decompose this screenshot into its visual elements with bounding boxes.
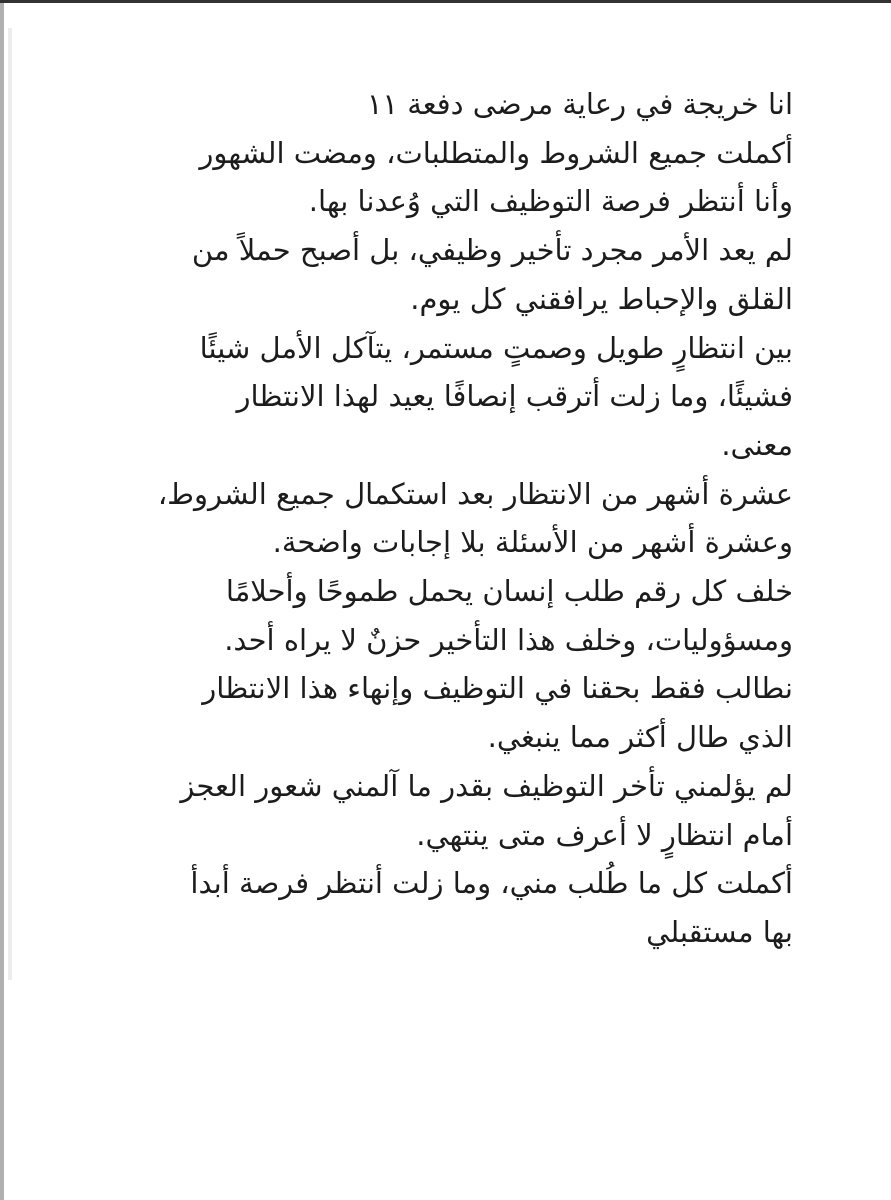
text-line: بين انتظارٍ طويل وصمتٍ مستمر، يتآكل الأمل شيئًا (199, 330, 793, 365)
text-line: انا خريجة في رعاية مرضى دفعة ١١ (366, 87, 793, 121)
text-line: نطالب فقط بحقنا في التوظيف وإنهاء هذا الانتظار (202, 671, 793, 706)
top-border (0, 0, 891, 3)
text-line: ومسؤوليات، وخلف هذا التأخير حزنٌ لا يراه أحد. (224, 622, 793, 657)
text-line: أكملت كل ما طُلب مني، وما زلت أنتظر فرصة أبدأ (190, 866, 793, 901)
text-line: أمام انتظارٍ لا أعرف متى ينتهي. (416, 817, 793, 852)
text-line: القلق والإحباط يرافقني كل يوم. (410, 281, 793, 316)
text-line: عشرة أشهر من الانتظار بعد استكمال جميع الشروط، (157, 476, 793, 511)
text-line: لم يعد الأمر مجرد تأخير وظيفي، بل أصبح حملاً من (191, 233, 793, 268)
text-line: وعشرة أشهر من الأسئلة بلا إجابات واضحة. (272, 525, 793, 560)
side-divider (8, 28, 12, 980)
text-line: الذي طال أكثر مما ينبغي. (487, 720, 793, 755)
text-line: معنى. (721, 427, 793, 462)
text-line: خلف كل رقم طلب إنسان يحمل طموحًا وأحلامًا (225, 574, 793, 609)
text-line: وأنا أنتظر فرصة التوظيف التي وُعدنا بها. (308, 184, 793, 219)
text-line: بها مستقبلي (646, 914, 793, 949)
text-line: أكملت جميع الشروط والمتطلبات، ومضت الشهور (199, 135, 793, 170)
left-border (0, 3, 4, 1200)
text-line: فشيئًا، وما زلت أترقب إنصافًا يعيد لهذا الانتظار (236, 379, 793, 414)
post-text (40, 80, 793, 957)
text-line: لم يؤلمني تأخر التوظيف بقدر ما آلمني شعور العجز (180, 768, 793, 803)
